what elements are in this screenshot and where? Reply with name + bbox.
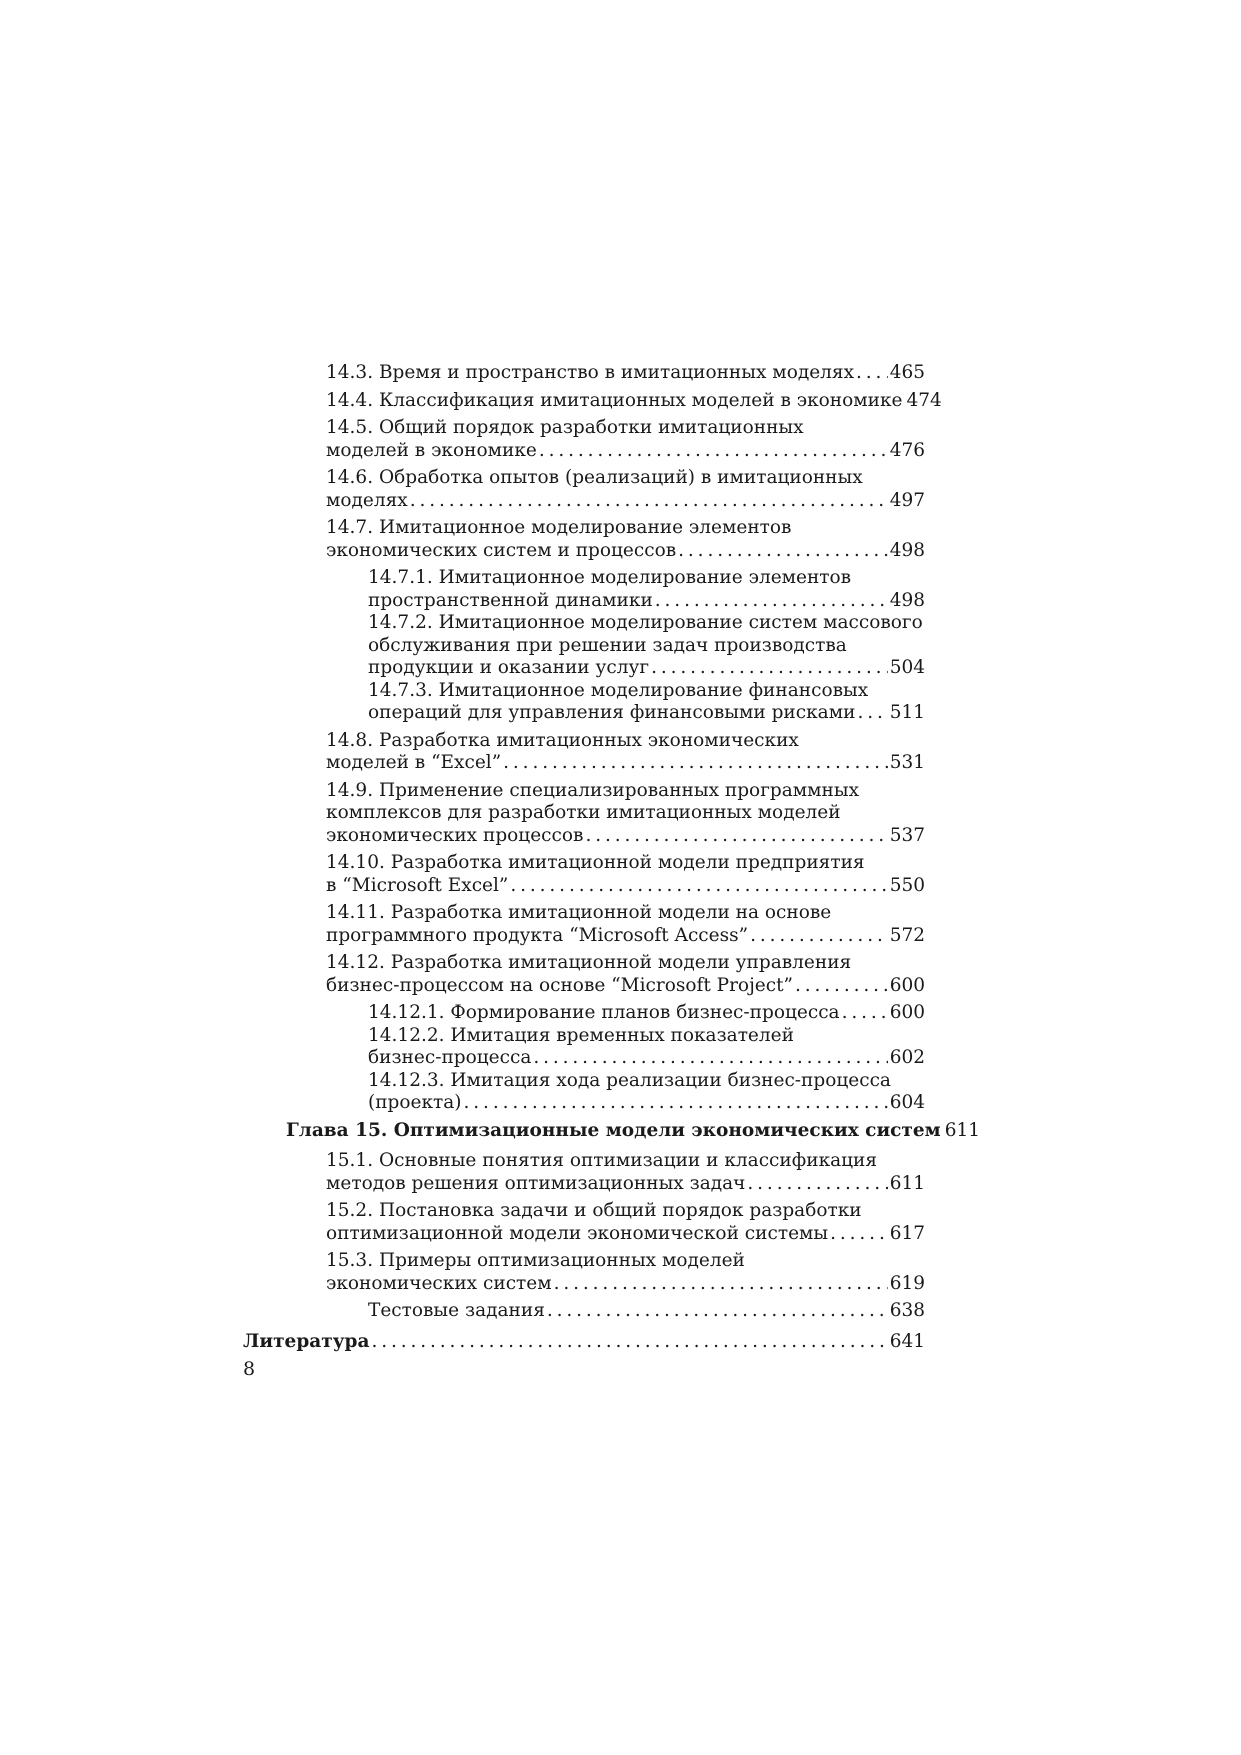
toc-entry-last-line — [326, 440, 925, 463]
toc-entry-title: бизнес-процесса — [368, 1047, 532, 1068]
toc-chapter-entry[interactable] — [243, 1119, 981, 1143]
toc-section-entry[interactable] — [243, 1200, 925, 1245]
toc-page-number: 604 — [889, 1092, 925, 1113]
toc-entry-title: моделей в экономике — [326, 439, 537, 461]
toc-entry-last-line — [326, 752, 925, 775]
dot-leader — [830, 1223, 888, 1246]
toc-section-entry[interactable] — [243, 517, 925, 562]
toc-entry-last-line — [368, 702, 925, 725]
toc-entry-title: оптимизационной модели экономической системы — [326, 1222, 829, 1244]
toc-entry-last-line — [368, 657, 925, 680]
toc-page-number: 641 — [889, 1330, 925, 1352]
toc-entry-line: комплексов для разработки имитационных моделей — [326, 802, 841, 823]
toc-page-number: 638 — [889, 1300, 925, 1321]
toc-page-number: 602 — [889, 1047, 925, 1068]
toc-entry-line: 15.1. Основные понятия оптимизации и классификация — [326, 1150, 878, 1171]
toc-entry-line: 14.7. Имитационное моделирование элементов — [326, 517, 792, 538]
toc-entry-title: Глава 15. Оптимизационные модели экономических систем — [286, 1119, 941, 1141]
toc-entry-last-line — [286, 1119, 981, 1143]
toc-entry-last-line — [368, 1002, 925, 1025]
toc-entry-last-line — [326, 1223, 925, 1246]
toc-entry-title: моделей в “Excel” — [326, 752, 502, 773]
page-number: 8 — [243, 1358, 256, 1380]
dot-leader — [842, 1002, 888, 1025]
toc-section-entry[interactable] — [243, 417, 925, 462]
toc-entry-title: экономических систем и процессов — [326, 539, 677, 561]
toc-subsection-entry[interactable] — [243, 1025, 925, 1070]
dot-leader — [554, 1273, 888, 1296]
toc-entry-title: бизнес-процессом на основе “Microsoft Project” — [326, 974, 794, 996]
toc-page-number: 476 — [889, 439, 925, 461]
toc-section-entry[interactable] — [243, 780, 925, 848]
dot-leader — [750, 925, 888, 948]
toc-entry-line: обслуживания при решении задач производства — [368, 634, 847, 656]
dot-leader — [533, 1047, 887, 1070]
toc-entry-last-line — [326, 490, 925, 513]
dot-leader — [503, 752, 888, 775]
toc-section-entry[interactable] — [243, 952, 925, 997]
table-of-contents — [243, 362, 981, 1353]
toc-subsection-entry[interactable] — [243, 680, 925, 725]
toc-section-entry[interactable] — [243, 730, 925, 775]
dot-leader — [795, 975, 888, 998]
dot-leader — [857, 702, 887, 725]
toc-subsection-entry[interactable] — [243, 612, 925, 680]
toc-entry-line: 14.12.2. Имитация временных показателей — [368, 1024, 794, 1046]
toc-entry-title: Литература — [243, 1330, 370, 1352]
toc-page-number: 474 — [906, 389, 942, 411]
toc-page-number: 511 — [889, 702, 925, 723]
toc-entry-last-line — [243, 1331, 925, 1354]
toc-entry-title: 14.12.1. Формирование планов бизнес-процесса — [368, 1002, 840, 1023]
toc-entry-title: 14.4. Классификация имитационных моделей в экономике — [326, 389, 903, 411]
toc-entry-line: 14.12. Разработка имитационной модели управления — [326, 952, 852, 973]
dot-leader — [547, 1300, 888, 1323]
toc-bibliography-entry[interactable] — [243, 1331, 925, 1354]
toc-entry-last-line — [326, 1173, 925, 1196]
toc-page-number: 497 — [889, 489, 925, 511]
toc-page-number: 572 — [889, 924, 925, 946]
toc-entry-title: программного продукта “Microsoft Access” — [326, 924, 749, 946]
toc-section-entry[interactable] — [243, 1250, 925, 1295]
toc-entry-last-line — [326, 925, 925, 948]
toc-entry-title: экономических процессов — [326, 824, 584, 846]
toc-entry-last-line — [368, 590, 925, 613]
toc-entry-line: 14.9. Применение специализированных программных — [326, 779, 860, 801]
toc-entry-line: 14.10. Разработка имитационной модели предприятия — [326, 852, 865, 873]
toc-section-entry[interactable] — [243, 1150, 925, 1195]
toc-page-number: 465 — [889, 362, 925, 383]
toc-section-entry[interactable] — [243, 852, 925, 897]
dot-leader — [371, 1331, 887, 1354]
toc-entry-line: 14.12.3. Имитация хода реализации бизнес-процесса — [368, 1069, 891, 1091]
toc-page-number: 531 — [889, 752, 925, 773]
toc-subsection-entry[interactable] — [243, 1070, 925, 1115]
toc-entry-title: моделях — [326, 489, 408, 511]
toc-entry-line: 14.7.2. Имитационное моделирование систем массового — [368, 612, 923, 633]
toc-entry-line: 15.3. Примеры оптимизационных моделей — [326, 1250, 745, 1271]
toc-page-number: 619 — [889, 1272, 925, 1294]
toc-subsection-entry[interactable] — [243, 567, 925, 612]
toc-section-entry[interactable] — [243, 902, 925, 947]
dot-leader — [678, 540, 888, 563]
toc-page-number: 600 — [889, 974, 925, 996]
toc-entry-line: 14.7.1. Имитационное моделирование элементов — [368, 567, 852, 588]
toc-entry-title: (проекта) — [368, 1092, 462, 1113]
dot-leader — [410, 490, 888, 513]
toc-entry-title: экономических систем — [326, 1272, 552, 1294]
dot-leader — [856, 362, 888, 385]
dot-leader — [651, 657, 888, 680]
toc-entry-title: пространственной динамики — [368, 589, 653, 611]
toc-entry-title: продукции и оказании услуг — [368, 657, 650, 678]
toc-entry-last-line — [326, 1273, 925, 1296]
toc-page-number: 617 — [889, 1222, 925, 1244]
toc-entry-last-line — [326, 389, 942, 413]
toc-subsection-entry[interactable] — [243, 1300, 925, 1323]
toc-entry-line: 14.8. Разработка имитационных экономических — [326, 729, 799, 751]
toc-entry-last-line — [326, 875, 925, 898]
toc-entry-line: 14.7.3. Имитационное моделирование финансовых — [368, 679, 869, 701]
toc-page-number: 498 — [889, 539, 925, 561]
toc-page-number: 550 — [889, 874, 925, 896]
toc-entry-line: 14.11. Разработка имитационной модели на основе — [326, 902, 832, 923]
toc-page-number: 537 — [889, 824, 925, 846]
toc-entry-last-line — [368, 1092, 925, 1115]
dot-leader — [655, 590, 888, 613]
toc-entry-title: операций для управления финансовыми рисками — [368, 702, 856, 723]
dot-leader — [464, 1092, 888, 1115]
toc-entry-last-line — [368, 1300, 925, 1323]
dot-leader — [585, 825, 887, 848]
toc-entry-last-line — [326, 975, 925, 998]
toc-entry-last-line — [326, 362, 925, 385]
dot-leader — [747, 1173, 887, 1196]
toc-page-number: 600 — [889, 1002, 925, 1023]
toc-entry-title: в “Microsoft Excel” — [326, 874, 509, 896]
toc-section-entry[interactable] — [243, 362, 925, 385]
toc-page-number: 611 — [889, 1172, 925, 1194]
toc-entry-title: 14.3. Время и пространство в имитационных моделях — [326, 362, 855, 383]
toc-entry-line: 14.6. Обработка опытов (реализаций) в имитационных — [326, 467, 863, 488]
toc-subsection-entry[interactable] — [243, 1002, 925, 1025]
toc-entry-last-line — [368, 1047, 925, 1070]
toc-page-number: 611 — [944, 1119, 981, 1141]
toc-page-number: 504 — [889, 657, 925, 678]
dot-leader — [510, 875, 887, 898]
toc-section-entry[interactable] — [243, 389, 942, 413]
toc-section-entry[interactable] — [243, 467, 925, 512]
toc-entry-line: 14.5. Общий порядок разработки имитационных — [326, 417, 804, 438]
dot-leader — [539, 440, 888, 463]
toc-entry-title: методов решения оптимизационных задач — [326, 1172, 746, 1194]
toc-entry-last-line — [326, 540, 925, 563]
toc-page-number: 498 — [889, 589, 925, 611]
toc-entry-line: 15.2. Постановка задачи и общий порядок разработки — [326, 1200, 862, 1221]
toc-entry-title: Тестовые задания — [368, 1300, 545, 1321]
toc-entry-last-line — [326, 825, 925, 848]
